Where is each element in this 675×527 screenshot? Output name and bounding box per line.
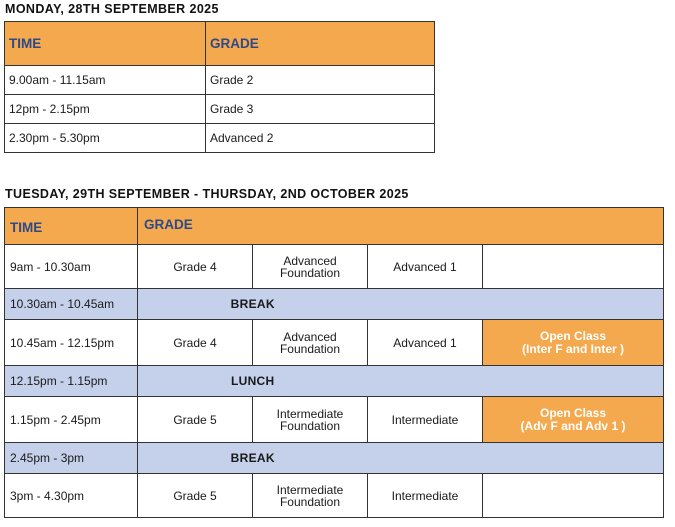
open-class-title: Open Class [539,328,607,343]
class-cell: Advanced 1 [368,245,483,289]
class-line-1: Intermediate [276,406,344,421]
time-cell: 10.45am - 12.15pm [5,320,138,366]
class-cell [253,320,368,366]
time-cell: 2.45pm - 3pm [5,443,138,474]
time-cell: 9am - 10.30am [5,245,138,289]
time-cell: 12.15pm - 1.15pm [5,366,138,397]
class-cell: Advanced 1 [368,320,483,366]
monday-schedule-table [4,21,435,153]
monday-heading: MONDAY, 28TH SEPTEMBER 2025 [5,2,219,16]
class-cell: Grade 5 [138,397,253,443]
table-row [5,95,435,124]
break-filler [368,289,664,320]
table-row [5,66,435,95]
break-label: BREAK [138,443,368,474]
class-line-2: Foundation [279,265,341,280]
lunch-row [5,366,664,397]
time-cell: 10.30am - 10.45am [5,289,138,320]
grade-header: GRADE [206,22,435,66]
grade-cell: Grade 3 [206,95,435,124]
empty-cell [483,474,664,518]
class-cell [253,474,368,518]
class-line-1: Advanced [283,253,337,268]
class-cell: Intermediate [368,474,483,518]
class-line-2: Foundation [279,341,341,356]
break-row [5,289,664,320]
class-cell [253,245,368,289]
class-cell [253,397,368,443]
open-class-title: Open Class [539,405,607,420]
open-class-cell [483,397,664,443]
time-header: TIME [5,208,138,245]
grade-cell: Advanced 2 [206,124,435,153]
tuesday-thursday-schedule-table [4,207,664,518]
break-label: BREAK [138,289,368,320]
class-line-2: Foundation [279,418,341,433]
time-cell: 9.00am - 11.15am [5,66,206,95]
lunch-label: LUNCH [138,366,368,397]
grade-cell: Grade 2 [206,66,435,95]
grade-header: GRADE [138,208,664,245]
class-line-1: Intermediate [276,482,344,497]
time-cell: 12pm - 2.15pm [5,95,206,124]
table-header-row [5,208,664,245]
time-cell: 3pm - 4.30pm [5,474,138,518]
class-cell: Grade 4 [138,320,253,366]
class-cell: Intermediate [368,397,483,443]
table-row [5,320,664,366]
open-class-cell [483,320,664,366]
class-line-2: Foundation [279,494,341,509]
table-row [5,474,664,518]
table-row [5,397,664,443]
tuesday-thursday-heading: TUESDAY, 29TH SEPTEMBER - THURSDAY, 2ND OCTOBER 2025 [5,187,409,201]
class-cell: Grade 5 [138,474,253,518]
table-row [5,124,435,153]
break-filler [368,443,664,474]
time-cell: 1.15pm - 2.45pm [5,397,138,443]
empty-cell [483,245,664,289]
class-line-1: Advanced [283,329,337,344]
open-class-detail: (Inter F and Inter ) [522,341,624,356]
time-header: TIME [5,22,206,66]
table-header-row [5,22,435,66]
open-class-detail: (Adv F and Adv 1 ) [520,418,626,433]
break-row [5,443,664,474]
table-row [5,245,664,289]
time-cell: 2.30pm - 5.30pm [5,124,206,153]
class-cell: Grade 4 [138,245,253,289]
lunch-filler [368,366,664,397]
